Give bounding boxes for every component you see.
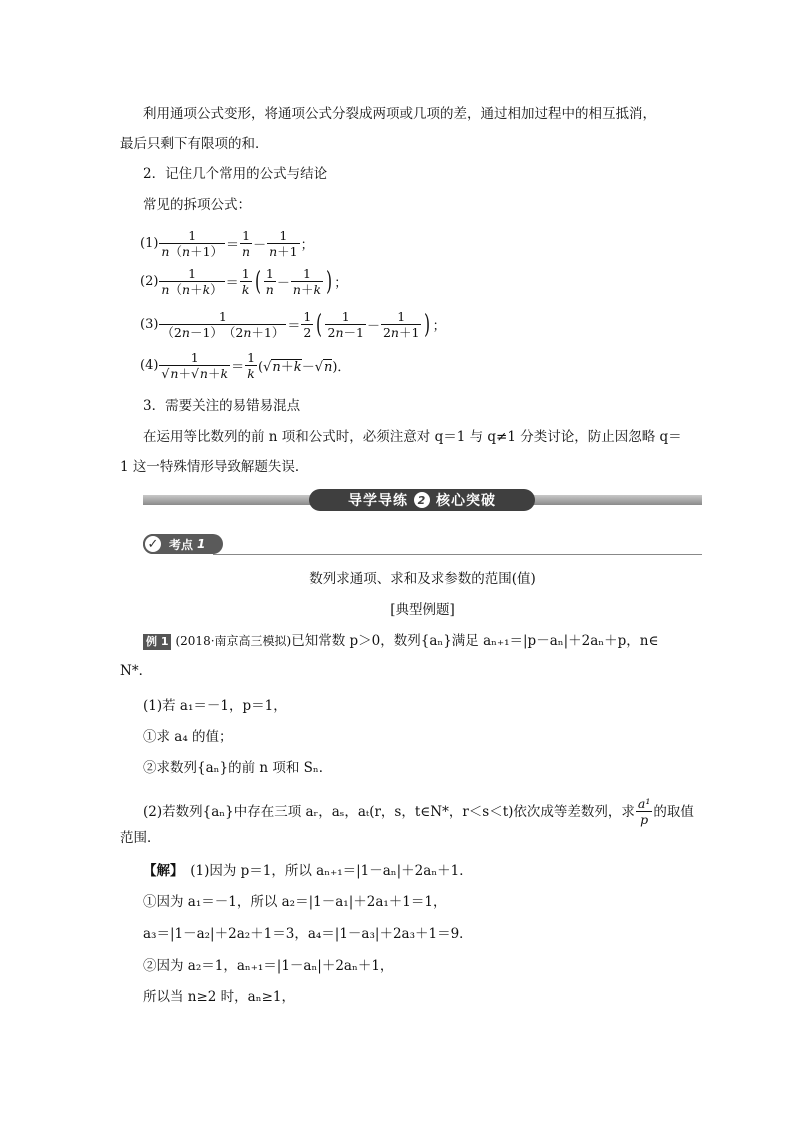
heading-2: 2．记住几个常用的公式与结论 xyxy=(143,166,328,182)
q2-fraction-num: a¹ xyxy=(637,796,651,811)
q2-fraction-den: p xyxy=(636,811,652,827)
common-formulas-label: 常见的拆项公式： xyxy=(143,197,251,213)
kaodian-label: 考点 xyxy=(169,537,194,552)
question-2 xyxy=(143,796,694,827)
question-1: (1)若 a₁＝－1，p＝1， xyxy=(143,698,287,714)
intro-line-1: 利用通项公式变形，将通项公式分裂成两项或几项的差，通过相加过程中的相互抵消， xyxy=(143,106,656,122)
example-statement: 已知常数 p＞0，数列{aₙ}满足 aₙ₊₁＝|p－aₙ|＋2aₙ＋p，n∈ xyxy=(291,633,659,649)
banner-left-text: 导学导练 xyxy=(348,493,408,509)
check-icon: ✓ xyxy=(143,534,163,554)
formula-1-label: (1) xyxy=(140,236,159,251)
heading-3: 3．需要关注的易错易混点 xyxy=(143,398,301,414)
topic-subtitle: [典型例题] xyxy=(390,602,455,618)
example-tag: 例 1 xyxy=(143,634,171,650)
formula-4: (4) $\frac{1}{√n+√n+k}$ ＝ $\frac{1}{k}$ (√n＋k－√n)． xyxy=(140,350,351,381)
section3-line-2: 1 这一特殊情形导致解题失误． xyxy=(120,459,309,475)
question-2-text: (2)若数列{aₙ}中存在三项 aᵣ，aₛ，aₜ(r，s，t∈N*，r＜s＜t)依次成等差数列，求 xyxy=(143,803,635,820)
formula-2: (2) $\frac{1}{n(n+k)}$ ＝ $\frac{1}{k}$ ( $\frac{1}{n}$ － $\frac{1}{n+k}$ ) ； xyxy=(140,266,348,297)
banner-number-icon: 2 xyxy=(414,492,430,508)
banner-pill xyxy=(309,489,535,511)
example-source: (2018·南京高三模拟) xyxy=(175,634,292,648)
question-1a: ①求 a₄ 的值； xyxy=(143,729,233,745)
kaodian-number: 1 xyxy=(197,537,206,551)
formula-3: (3) $\frac{1}{(2n-1) (2n+1)}$ ＝ $\frac{1}{2}$ ( $\frac{1}{2n-1}$ － $\frac{1}{2n+1}$ ) ； xyxy=(140,309,446,340)
kaodian-rule xyxy=(213,554,702,555)
solution-line-5: 所以当 n≥2 时，aₙ≥1， xyxy=(143,989,295,1005)
example-line-2: N*． xyxy=(120,663,153,679)
section3-line-1: 在运用等比数列的前 n 项和公式时，必须注意对 q＝1 与 q≠1 分类讨论，防止因忽略 q＝ xyxy=(143,429,682,445)
banner-right-text: 核心突破 xyxy=(436,493,496,509)
formula-3-label: (3) xyxy=(140,317,159,332)
formula-2-label: (2) xyxy=(140,274,159,289)
solution-line-2: ①因为 a₁＝－1，所以 a₂＝|1－a₁|＋2a₁＋1＝1， xyxy=(143,894,447,910)
formula-4-label: (4) xyxy=(140,358,159,373)
intro-line-2: 最后只剩下有限项的和． xyxy=(120,136,269,152)
solution-tag: 【解】 xyxy=(143,863,177,879)
question-2-tail: 的取值 xyxy=(653,803,694,820)
question-2-cont: 范围． xyxy=(120,830,161,846)
topic-title: 数列求通项、求和及求参数的范围(值) xyxy=(309,571,536,587)
kaodian-tag xyxy=(143,534,223,554)
example-line-1 xyxy=(143,632,658,650)
kaodian-header xyxy=(143,533,702,555)
question-1b: ②求数列{aₙ}的前 n 项和 Sₙ． xyxy=(143,760,333,776)
solution-line-3: a₃＝|1－a₂|＋2a₂＋1＝3，a₄＝|1－a₃|＋2a₃＋1＝9． xyxy=(143,926,473,942)
formula-1: (1) $\frac{1}{n(n+1)}$ ＝ $\frac{1}{n}$ － $\frac{1}{n+1}$ ； xyxy=(140,228,314,259)
section-banner xyxy=(143,489,702,511)
solution-line-1 xyxy=(143,862,473,880)
solution-line-4: ②因为 a₂＝1，aₙ₊₁＝|1－aₙ|＋2aₙ＋1， xyxy=(143,958,394,974)
solution-l1: (1)因为 p＝1，所以 aₙ₊₁＝|1－aₙ|＋2aₙ＋1． xyxy=(190,863,473,879)
